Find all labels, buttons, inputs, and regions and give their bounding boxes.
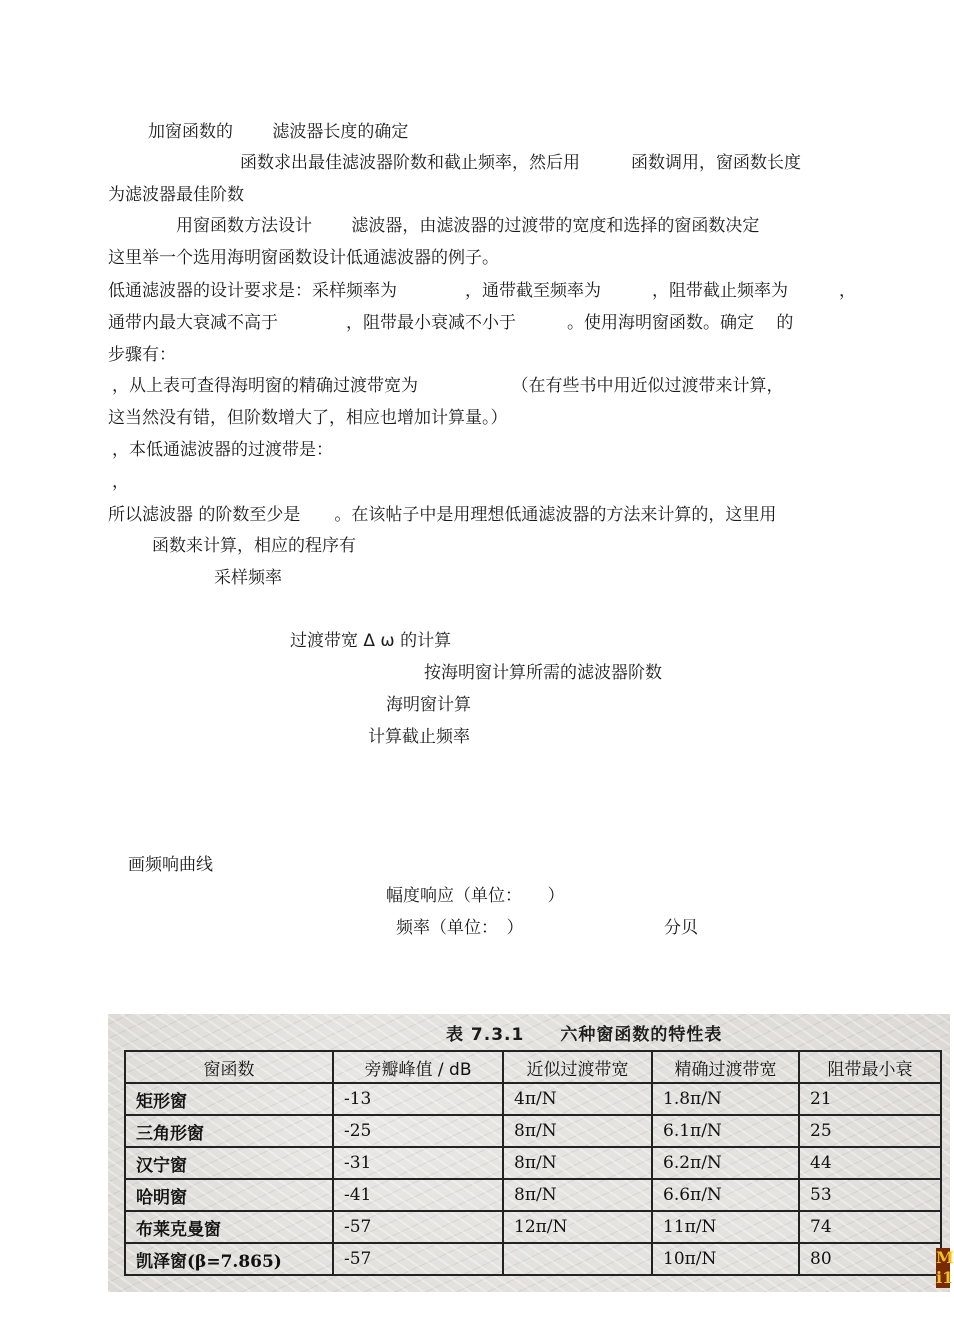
table-cell: 11π/N [652,1211,799,1243]
paragraph-line: 这里举一个选用海明窗函数设计低通滤波器的例子。 [108,248,499,268]
paragraph-line: 函数求出最佳滤波器阶数和截止频率，然后用 函数调用，窗函数长度 [240,153,801,173]
table-cell: 6.6π/N [652,1179,799,1211]
column-header: 近似过渡带宽 [503,1051,652,1083]
table-cell: 6.2π/N [652,1147,799,1179]
table-cell: 凯泽窗(β=7.865) [125,1243,333,1275]
column-header: 旁瓣峰值 / dB [333,1051,503,1083]
paragraph-line: 用窗函数方法设计 滤波器，由滤波器的过渡带的宽度和选择的窗函数决定 [176,216,760,236]
code-comment: 按海明窗计算所需的滤波器阶数 [424,663,662,683]
code-comment: 过渡带宽 Δ ω 的计算 [290,631,452,651]
table-cell: 8π/N [503,1115,652,1147]
paragraph-line: ，从上表可查得海明窗的精确过渡带宽为 （在有些书中用近似过渡带来计算， [112,376,784,396]
table-cell: -57 [333,1243,503,1275]
code-comment: 幅度响应（单位： ） [386,886,565,906]
window-table-image [108,1014,954,1292]
corner-logo-fragment: M i1 [936,1248,954,1287]
paragraph-line: ，本低通滤波器的过渡带是： [112,440,333,460]
table-cell: 10π/N [652,1243,799,1275]
paragraph-line: ， [112,472,129,492]
code-comment: 计算截止频率 [368,727,470,747]
paragraph-line: 为滤波器最佳阶数 [108,185,244,205]
column-header: 阻带最小衰 [799,1051,941,1083]
paragraph-line: 低通滤波器的设计要求是：采样频率为 ，通带截至频率为 ，阻带截止频率为 ， [108,281,856,301]
table-row [125,1083,941,1115]
table-cell: -25 [333,1115,503,1147]
table-cell: 25 [799,1115,941,1147]
table-cell: 三角形窗 [125,1115,333,1147]
table-cell: 21 [799,1083,941,1115]
table-cell: 6.1π/N [652,1115,799,1147]
section-heading: 加窗函数的 滤波器长度的确定 [148,122,409,142]
table-cell: -57 [333,1211,503,1243]
table-header-row [125,1051,941,1083]
table-row [125,1147,941,1179]
code-comment: 海明窗计算 [386,695,471,715]
code-comment: 分贝 [664,918,698,938]
table-cell: 1.8π/N [652,1083,799,1115]
table-cell: 53 [799,1179,941,1211]
paragraph-line: 所以滤波器 的阶数至少是 。在该帖子中是用理想低通滤波器的方法来计算的，这里用 [108,505,777,525]
code-comment: 频率（单位： ） [396,918,524,938]
code-comment: 采样频率 [214,568,282,588]
code-comment: 画频响曲线 [128,855,213,875]
column-header: 窗函数 [125,1051,333,1083]
table-cell: 74 [799,1211,941,1243]
paragraph-line: 这当然没有错，但阶数增大了，相应也增加计算量。） [108,408,508,428]
table-cell: 汉宁窗 [125,1147,333,1179]
table-cell: 矩形窗 [125,1083,333,1115]
table-cell: 12π/N [503,1211,652,1243]
paragraph-line: 函数来计算，相应的程序有 [152,536,356,556]
table-row [125,1243,941,1275]
table-cell: 哈明窗 [125,1179,333,1211]
table-row [125,1179,941,1211]
table-cell: -31 [333,1147,503,1179]
table-cell: 布莱克曼窗 [125,1211,333,1243]
table-cell: 8π/N [503,1179,652,1211]
paragraph-line: 步骤有： [108,345,176,365]
table-cell: 8π/N [503,1147,652,1179]
table-cell: -13 [333,1083,503,1115]
table-cell [503,1243,652,1275]
table-title: 表 7.3.1 六种窗函数的特性表 [446,1025,723,1045]
table-row [125,1211,941,1243]
table-cell: 4π/N [503,1083,652,1115]
table-cell: 80 [799,1243,941,1275]
table-cell: 44 [799,1147,941,1179]
paragraph-line: 通带内最大衰减不高于 ，阻带最小衰减不小于 。使用海明窗函数。确定 的 [108,313,794,333]
column-header: 精确过渡带宽 [652,1051,799,1083]
window-function-table [124,1050,942,1276]
table-row [125,1115,941,1147]
table-cell: -41 [333,1179,503,1211]
